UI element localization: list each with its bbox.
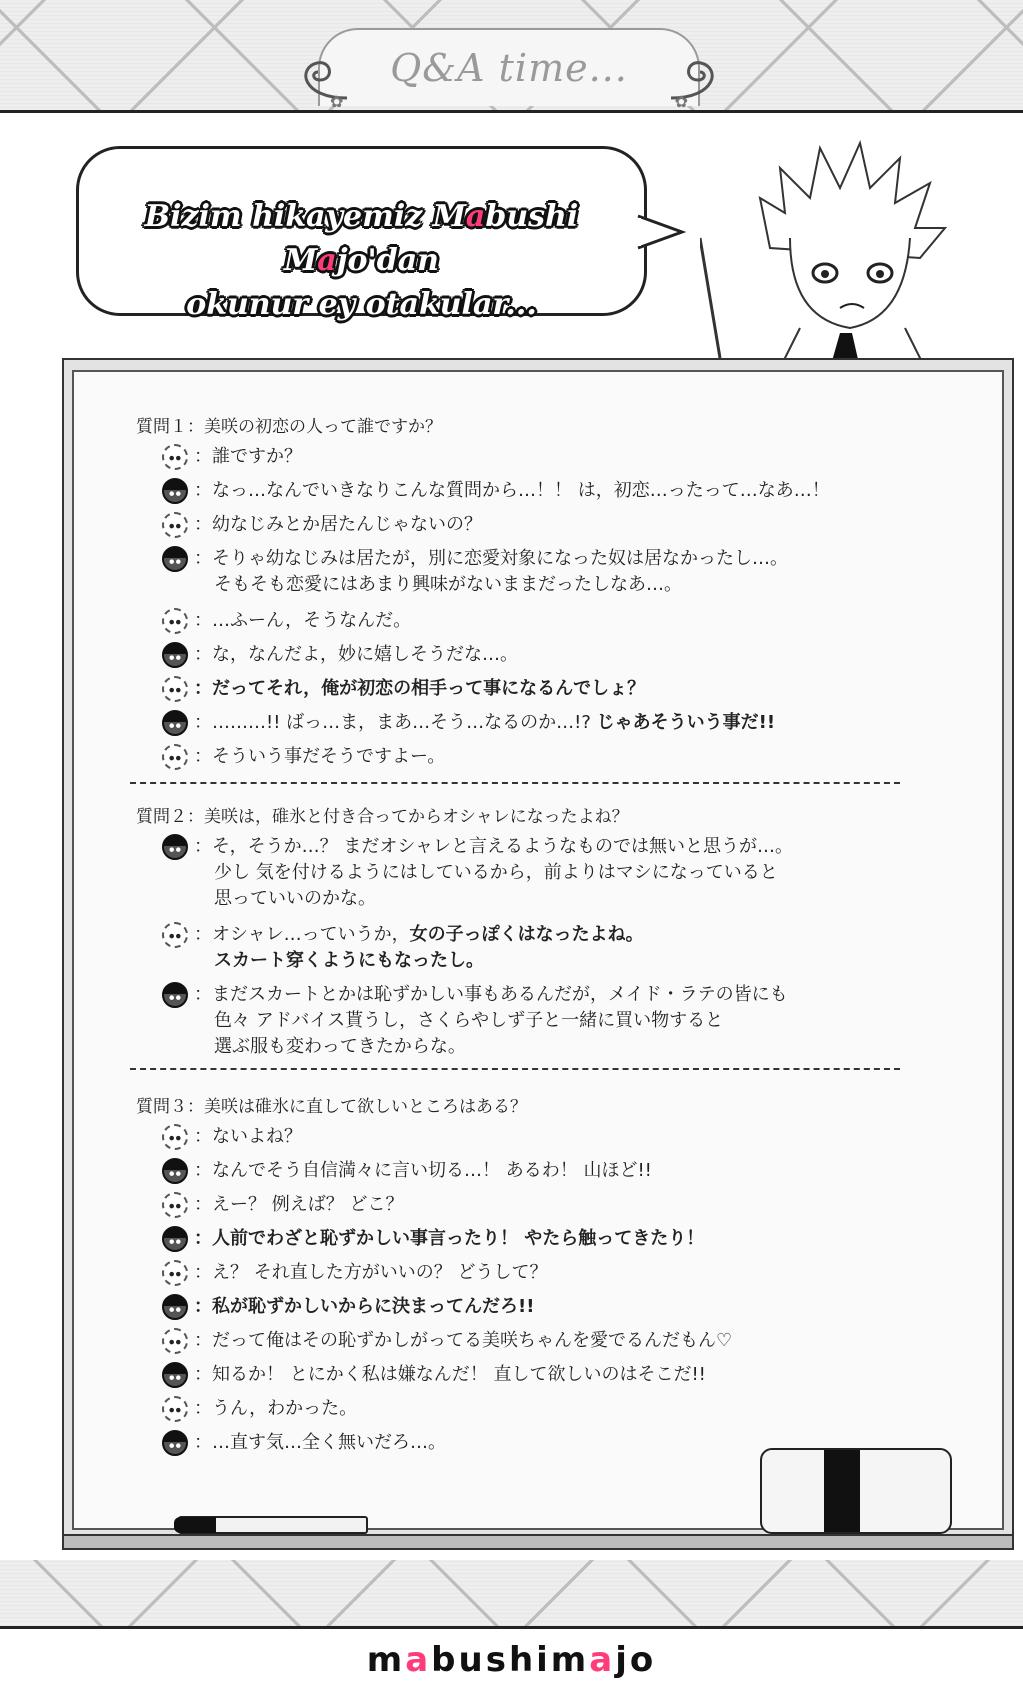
misaki-face-icon: [162, 1226, 188, 1252]
usui-face-icon: [162, 608, 188, 634]
answer-line: ：そりゃ幼なじみは居たが，別に恋愛対象になった奴は居なかったし…。 そもそも恋愛にはあまり興味がないままだったしなあ…。: [162, 546, 788, 598]
misaki-face-icon: [162, 642, 188, 668]
speech-bubble-line-1: Bizim hikayemiz Mabushi Majo'dan: [144, 199, 579, 278]
page-title: Q&A time...: [390, 46, 628, 90]
usui-face-icon: [162, 744, 188, 770]
answer-line: ：えー？ 例えば？ どこ？: [162, 1192, 403, 1218]
answer-line: ：まだスカートとかは恥ずかしい事もあるんだが，メイド・ラテの皆にも 色々 アドバイス貰うし，さくらやしず子と一緒に買い物すると 選ぶ服も変わってきたからな。: [162, 982, 788, 1060]
answer-line: ：ないよね？: [162, 1124, 302, 1150]
star-ornament-left-icon: ✿: [330, 92, 344, 111]
usui-face-icon: [162, 676, 188, 702]
usui-face-icon: [162, 512, 188, 538]
answer-line: ：…ふーん，そうなんだ。: [162, 608, 411, 634]
answer-line: ：知るか！ とにかく私は嫌なんだ！ 直して欲しいのはそこだ!!: [162, 1362, 706, 1388]
question-3: 質問３：美咲は碓氷に直して欲しいところはある？: [136, 1097, 527, 1117]
answer-line: ：オシャレ…っていうか，女の子っぽくはなったよね。 スカート穿くようにもなったし。: [162, 922, 644, 974]
scanlator-logo: mabushimajo: [366, 1640, 657, 1680]
usui-face-icon: [162, 1396, 188, 1422]
usui-face-icon: [162, 1260, 188, 1286]
usui-face-icon: [162, 444, 188, 470]
misaki-face-icon: [162, 1430, 188, 1456]
misaki-face-icon: [162, 546, 188, 572]
answer-line: ：な，なんだよ，妙に嬉しそうだな…。: [162, 642, 518, 668]
usui-face-icon: [162, 1328, 188, 1354]
question-2: 質問２：美咲は，碓氷と付き合ってからオシャレになったよね？: [136, 807, 629, 827]
section-divider: [130, 782, 900, 784]
misaki-face-icon: [162, 1362, 188, 1388]
answer-line: ：私が恥ずかしいからに決まってんだろ!!: [162, 1294, 534, 1320]
answer-line: ：なんでそう自信満々に言い切る…！ あるわ！ 山ほど!!: [162, 1158, 652, 1184]
answer-line: ：そ，そうか…？ まだオシャレと言えるようなものでは無いと思うが…。 少し 気を付けるようにはしているから，前よりはマシになっていると 思っていいのかな。: [162, 834, 793, 912]
usui-face-icon: [162, 1124, 188, 1150]
misaki-face-icon: [162, 1294, 188, 1320]
bottom-lattice-pattern: [0, 1560, 1023, 1626]
answer-line: ：そういう事だそうですよー。: [162, 744, 445, 770]
answer-line: ：だってそれ，俺が初恋の相手って事になるんでしょ？: [162, 676, 645, 702]
section-divider: [130, 1068, 900, 1070]
misaki-face-icon: [162, 834, 188, 860]
answer-line: ：人前でわざと恥ずかしい事言ったり！ やたら触ってきたり！: [162, 1226, 704, 1252]
answer-line: ：幼なじみとか居たんじゃないの？: [162, 512, 482, 538]
answer-line: ：…直す気…全く無いだろ…。: [162, 1430, 446, 1456]
usui-face-icon: [162, 1192, 188, 1218]
usui-face-icon: [162, 922, 188, 948]
answer-line: ：誰ですか？: [162, 444, 302, 470]
question-1: 質問１：美咲の初恋の人って誰ですか？: [136, 417, 442, 437]
bottom-border-line: [0, 1626, 1023, 1629]
answer-line: ：………!! ばっ…ま，まあ…そう…なるのか…!? じゃあそういう事だ!!: [162, 710, 775, 736]
misaki-face-icon: [162, 478, 188, 504]
answer-line: ：だって俺はその恥ずかしがってる美咲ちゃんを愛でるんだもん♡: [162, 1328, 732, 1354]
answer-line: ：え？ それ直した方がいいの？ どうして？: [162, 1260, 547, 1286]
answer-line: ：なっ…なんでいきなりこんな質問から…！！ は，初恋…ったって…なあ…！: [162, 478, 830, 504]
star-ornament-right-icon: ✿: [674, 92, 688, 111]
answer-line: ：うん，わかった。: [162, 1396, 357, 1422]
speech-bubble-line-2: okunur ey otakular...: [186, 287, 537, 322]
misaki-face-icon: [162, 1158, 188, 1184]
misaki-face-icon: [162, 982, 188, 1008]
misaki-face-icon: [162, 710, 188, 736]
